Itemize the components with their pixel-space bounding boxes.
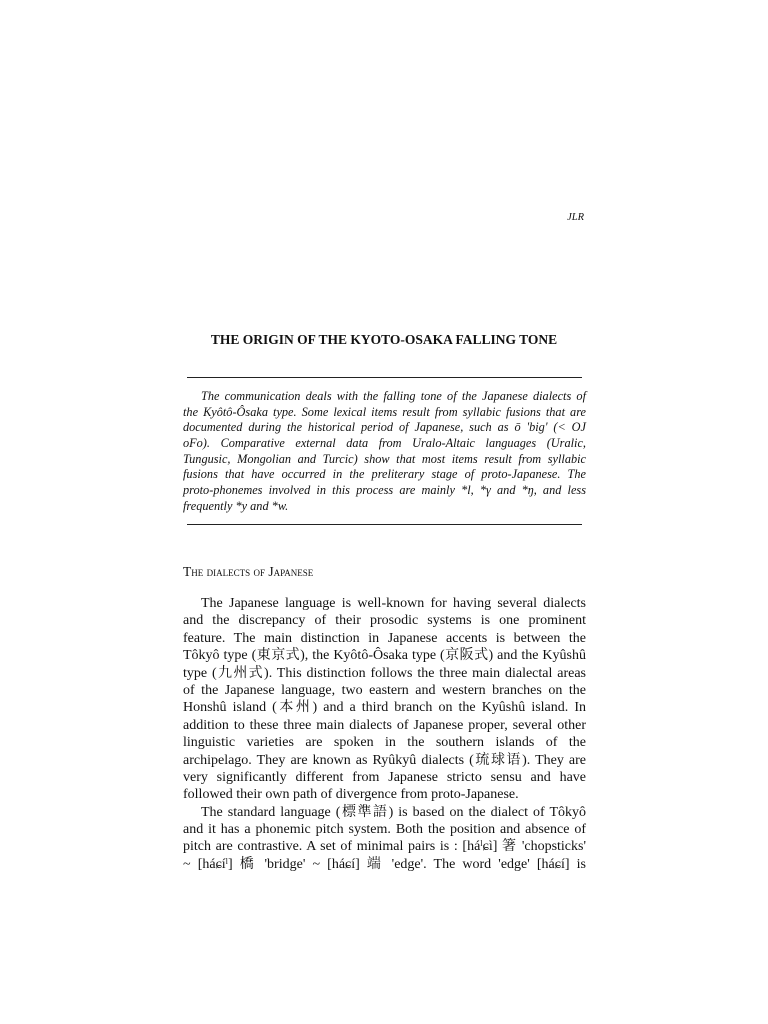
body-line: pitch are contrastive. A set of minimal pairs is : [háˡɕì] 箸 'chopsticks'	[183, 839, 586, 855]
abstract-line: the Kyôtô-Ôsaka type. Some lexical items result from syllabic fusions that are	[183, 404, 586, 419]
body-line: Honshû island (本州) and a third branch on the Kyûshû island. In	[183, 700, 586, 716]
abstract-top-rule	[187, 377, 582, 378]
running-head: JLR	[567, 212, 584, 223]
abstract-line: fusions that have occurred in the preliterary stage of proto-Japanese. The	[183, 467, 586, 482]
body-line: The Japanese language is well-known for having several dialects	[201, 596, 586, 611]
abstract-line: proto-phonemes involved in this process are mainly *l, *γ and *ŋ, and less	[183, 483, 586, 498]
paper-title: THE ORIGIN OF THE KYOTO-OSAKA FALLING TONE	[210, 332, 558, 347]
section-heading: The dialects of Japanese	[183, 564, 314, 579]
body-line: addition to these three main dialects of Japanese proper, several other	[183, 717, 586, 733]
body-text	[183, 595, 586, 873]
abstract	[183, 389, 586, 515]
body-line: followed their own path of divergence from proto-Japanese.	[183, 787, 519, 803]
body-line: type (九州式). This distinction follows the three main dialectal areas	[183, 665, 586, 681]
body-line: archipelago. They are known as Ryûkyû dialects (琉球语). They are	[183, 752, 586, 768]
abstract-line: oFo). Comparative external data from Uralo-Altaic languages (Uralic,	[183, 436, 586, 451]
abstract-line: documented during the historical period of Japanese, such as ō 'big' (< OJ	[183, 420, 586, 435]
body-line: The standard language (標準語) is based on the dialect of Tôkyô	[201, 804, 586, 820]
body-line: ~ [háɕíˡ] 橋 'bridge' ~ [háɕí] 端 'edge'. The word 'edge' [háɕí] is	[183, 856, 586, 872]
body-line: very significantly different from Japanese stricto sensu and have	[183, 769, 586, 785]
body-line: Tôkyô type (東京式), the Kyôtô-Ôsaka type (京阪式) and the Kyûshû	[183, 648, 586, 664]
abstract-line: frequently *y and *w.	[183, 498, 289, 513]
body-line: of the Japanese language, two eastern and western branches on the	[183, 682, 586, 698]
abstract-line: The communication deals with the falling tone of the Japanese dialects of	[201, 389, 586, 403]
abstract-bottom-rule	[187, 524, 582, 525]
body-line: and the discrepancy of their prosodic systems is one prominent	[183, 613, 586, 629]
abstract-line: Tungusic, Mongolian and Turcic) show that most items result from syllabic	[183, 451, 586, 466]
body-line: and it has a phonemic pitch system. Both the position and absence of	[183, 822, 586, 838]
body-line: linguistic varieties are spoken in the southern islands of the	[183, 735, 586, 751]
body-line: feature. The main distinction in Japanese accents is between the	[183, 630, 586, 646]
